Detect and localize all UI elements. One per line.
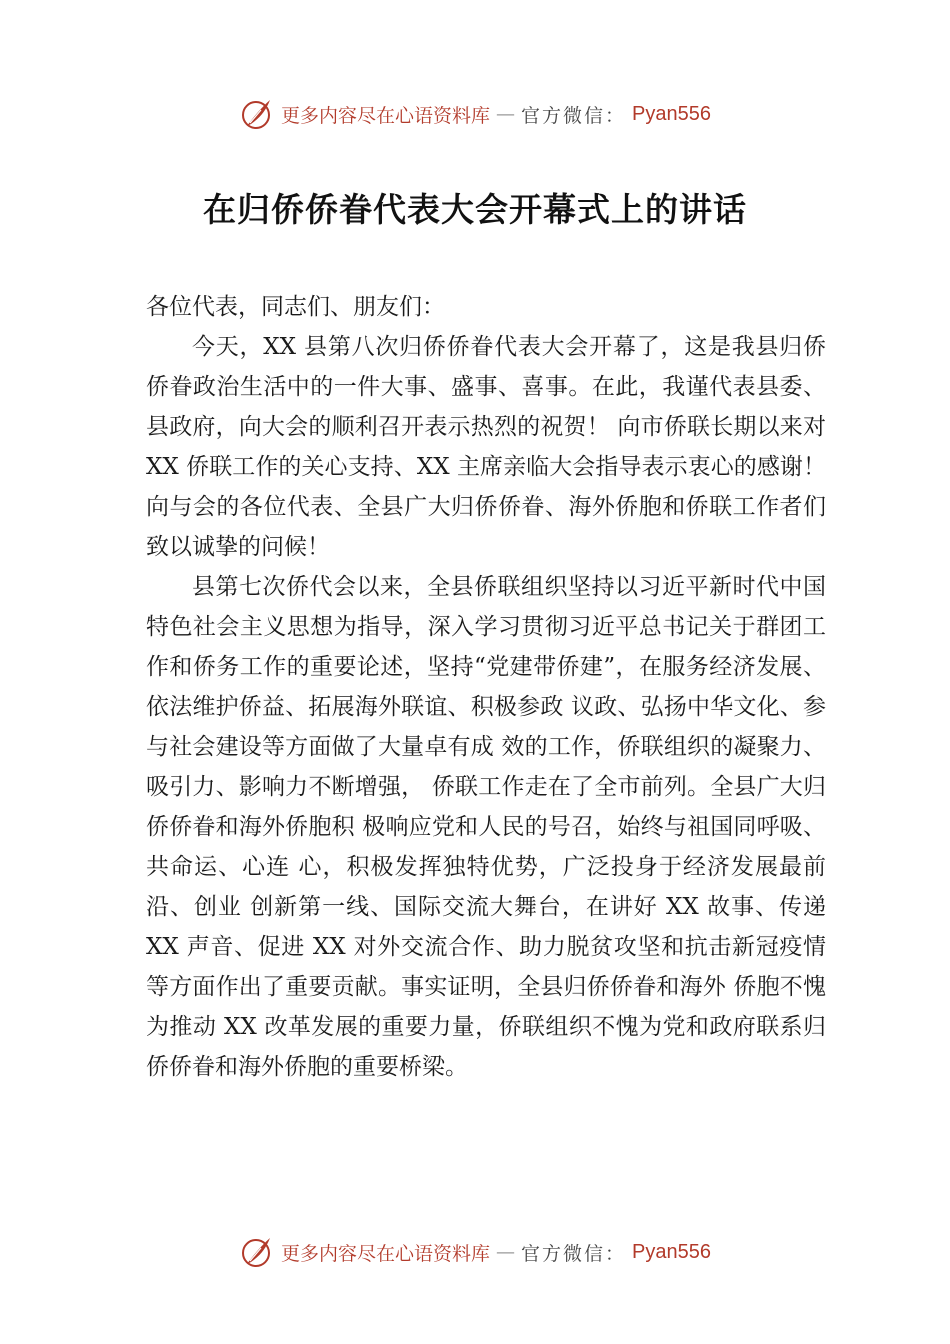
document-title: 在归侨侨眷代表大会开幕式上的讲话 — [203, 190, 747, 229]
quill-pen-icon — [239, 1234, 275, 1270]
banner-wechat-label: 官方微信： — [521, 104, 627, 127]
paragraph-2: 县第七次侨代会以来，全县侨联组织坚持以习近平新时代中国特色社会主义思想为指导，深入学习贯彻习近平总书记关于群团工作和侨务工作的重要论述，坚持“党建带侨建”，在服务经济发展、依法维护侨益、拓展海外联谊、积极参政 议政、弘扬中华文化、参与社会建设等方面做了大量卓有成 效的工作，侨联组织的凝聚力、吸引力、影响力不断增强， 侨联工作走在了全市前列。全县广大归侨侨眷和海外侨胞积 极响应党和人民的号召，始终与祖国同呼吸、共命运、心连 心，积极发挥独特优势，广泛投身于经济发展最前沿、创业 创新第一线、国际交流大舞台，在讲好 XX 故事、传递 XX 声音、促进 XX 对外交流合作、助力脱贫攻坚和抗击新冠疫情等方面作出了重要贡献。事实证明，全县归侨侨眷和海外 侨胞不愧为推动 XX 改革发展的重要力量，侨联组织不愧为党和政府联系归侨侨眷和海外侨胞的重要桥梁。 — [146, 574, 826, 1080]
paragraph-1: 今天，XX 县第八次归侨侨眷代表大会开幕了，这是我县归侨侨眷政治生活中的一件大事、盛事、喜事。在此，我谨代表县委、县政府，向大会的顺利召开表示热烈的祝贺！ 向市侨联长期以来对 XX 侨联工作的关心支持、XX 主席亲临大会指导表示衷心的感谢！向与会的各位代表、全县广大归侨侨眷、海外侨胞和侨联工作者们致以诚挚的问候！ — [146, 334, 826, 560]
banner-separator: — — [496, 103, 516, 125]
banner-wechat-id: Pyan556 — [632, 1240, 711, 1263]
document-body — [146, 287, 826, 1087]
header-banner — [0, 94, 950, 134]
banner-separator: — — [496, 1241, 516, 1263]
banner-brand-text: 更多内容尽在心语资料库 — [281, 1242, 491, 1265]
banner-brand-text: 更多内容尽在心语资料库 — [281, 104, 491, 127]
salutation: 各位代表，同志们、朋友们： — [146, 294, 445, 320]
quill-pen-icon — [239, 96, 275, 132]
banner-wechat-id: Pyan556 — [632, 102, 711, 125]
footer-banner — [0, 1232, 950, 1272]
banner-wechat-label: 官方微信： — [521, 1242, 627, 1265]
